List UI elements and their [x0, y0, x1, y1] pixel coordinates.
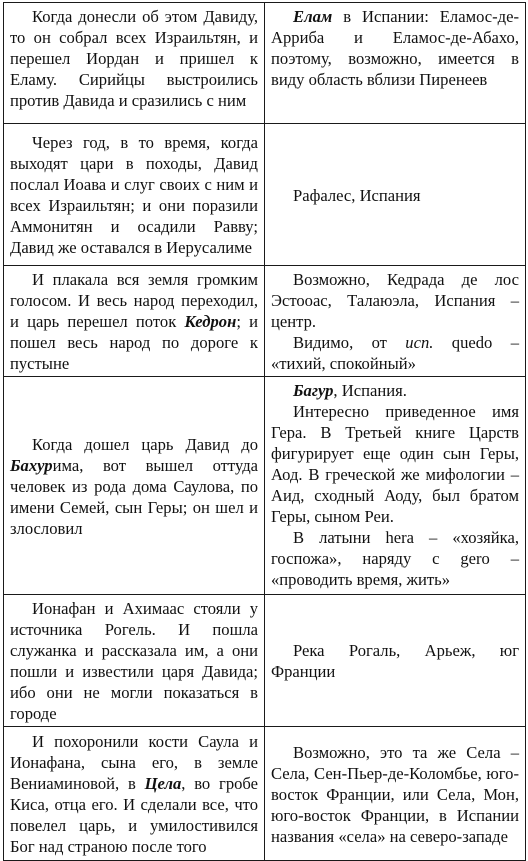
place-term: Кедрон — [184, 312, 237, 331]
comment-cell — [265, 595, 526, 727]
comment-text: Рафалес, Испания — [293, 185, 421, 205]
place-term: Багур — [293, 381, 334, 400]
quote-text: Ионафан и Ахимаас стояли у источника Рогель. И пошла служанка и рассказала им, а они пошли и известили царя Давида; ибо они не могли показаться в городе — [10, 599, 258, 723]
quote-text: И похоронили кости Саула и Ионафана, сына его, в земле Вениаминовой, в Цела, во гробе Киса, отца его. И сделали все, что повелел царь, и умилостивился Бог над страною после того — [10, 732, 259, 856]
comment-text: Возможно, это та же Села – Села, Сен-Пьер-де-Коломбье, юго-восток Франции, или Села, Мон, юго-восток Франции, в Испании названия «села» на северо-западе — [271, 742, 519, 846]
comment-cell — [265, 124, 526, 266]
comparison-table — [3, 2, 526, 861]
comment-cell — [265, 266, 526, 377]
comment-cell — [265, 377, 526, 595]
quote-cell — [4, 3, 265, 124]
comment-text: Елам в Испании: Еламос-де-Арриба и Еламос-де-Абахо, поэтому, возможно, имеется в виду область вблизи Пиренеев — [271, 7, 519, 89]
quote-cell — [4, 124, 265, 266]
quote-text: Когда дошел царь Давид до Бахурима, вот вышел оттуда человек из рода дома Саулова, по имени Семей, сын Геры; он шел и злословил — [10, 434, 258, 538]
table-row — [4, 3, 526, 124]
table-row — [4, 595, 526, 727]
comment-text: Багур, Испания. — [293, 381, 407, 400]
table-row — [4, 377, 526, 595]
comment-cell — [265, 727, 526, 861]
comment-cell — [265, 3, 526, 124]
table-row — [4, 266, 526, 377]
place-term: Цела — [144, 774, 182, 793]
quote-text: Когда донесли об этом Давиду, то он собрал всех Израильтян, и перешел Иордан и пришел к Еламу. Сирийцы выстроились против Давида и сразились с ним — [10, 7, 258, 110]
quote-cell — [4, 266, 265, 377]
comment-text: В латыни hera – «хозяйка, госпожа», наряду с gero – «проводить время, жить» — [271, 528, 519, 589]
quote-cell — [4, 377, 265, 595]
comment-text: Река Рогаль, Арьеж, юг Франции — [271, 641, 519, 681]
quote-text: И плакала вся земля громким голосом. И весь народ переходил, и царь перешел поток Кедрон; и пошел весь народ по дороге к пустыне — [10, 270, 259, 373]
comment-text: Возможно, Кедрада де лос Эстооас, Талаюэла, Испания – центр. — [271, 270, 519, 331]
quote-text: Через год, в то время, когда выходят цари в походы, Давид послал Иоава и слуг своих с ним и всех Израильтян; и они поразили Аммонитян и осадили Равву; Давид же оставался в Иерусалиме — [10, 133, 258, 257]
comment-text: Интересно приведенное имя Гера. В Третьей книге Царств фигурирует еще один сын Геры, Аод. В греческой же мифологии – Аид, сходный Аоду, был братом Геры, сыном Реи. — [271, 402, 519, 526]
table-row — [4, 727, 526, 861]
quote-cell — [4, 727, 265, 861]
table-row — [4, 124, 526, 266]
comment-text: Видимо, от исп. quedo – «тихий, спокойный» — [271, 333, 519, 373]
abbreviation: исп. — [405, 333, 434, 352]
place-term: Бахур — [10, 455, 53, 475]
quote-cell — [4, 595, 265, 727]
place-term: Елам — [293, 7, 333, 26]
